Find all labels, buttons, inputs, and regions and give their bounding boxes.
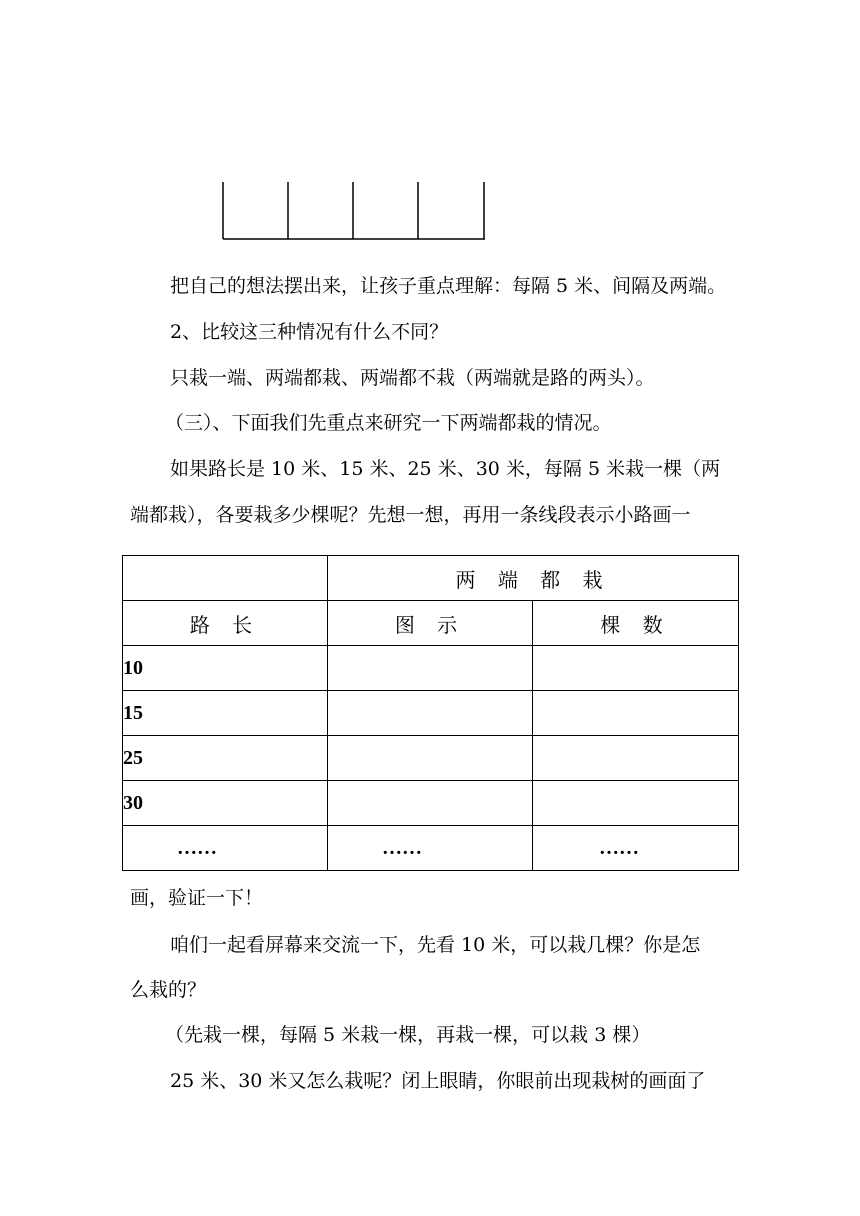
paragraph-2: 2、比较这三种情况有什么不同？ (170, 321, 449, 343)
table-row (123, 736, 739, 781)
paragraph-6: 端都栽），各要栽多少棵呢？先想一想，再用一条线段表示小路画一 (130, 504, 691, 526)
paragraph-9: 么栽的？ (130, 979, 207, 1001)
diagram-cell (328, 736, 533, 781)
ellipsis-cell: …… (328, 826, 533, 871)
diagram-cell (328, 781, 533, 826)
count-cell (533, 646, 739, 691)
ellipsis-cell: …… (533, 826, 739, 871)
count-cell (533, 691, 739, 736)
road-segment-diagram (222, 182, 486, 242)
count-cell (533, 781, 739, 826)
table-row (123, 826, 739, 871)
diagram-cell (328, 691, 533, 736)
diagram-cell (328, 646, 533, 691)
paragraph-7: 画，验证一下！ (130, 887, 264, 909)
paragraph-10: （先栽一棵，每隔 5 米栽一棵，再栽一棵，可以栽 3 棵） (165, 1024, 651, 1046)
length-cell: 10 (123, 646, 328, 691)
table-row (123, 691, 739, 736)
ellipsis-cell: …… (123, 826, 328, 871)
header-count: 棵 数 (533, 601, 739, 646)
length-cell: 15 (123, 691, 328, 736)
table-row (123, 781, 739, 826)
paragraph-3: 只栽一端、两端都栽、两端都不栽（两端就是路的两头）。 (170, 367, 655, 389)
paragraph-8: 咱们一起看屏幕来交流一下，先看 10 米，可以栽几棵？你是怎 (170, 934, 701, 956)
paragraph-1: 把自己的想法摆出来，让孩子重点理解：每隔 5 米、间隔及两端。 (170, 275, 727, 297)
table-corner-cell (123, 556, 328, 601)
paragraph-11: 25 米、30 米又怎么栽呢？闭上眼睛，你眼前出现栽树的画面了 (170, 1070, 706, 1092)
count-cell (533, 736, 739, 781)
group-header: 两 端 都 栽 (328, 556, 739, 601)
header-diagram: 图 示 (328, 601, 533, 646)
header-length: 路 长 (123, 601, 328, 646)
paragraph-4: （三）、下面我们先重点来研究一下两端都栽的情况。 (165, 412, 612, 434)
length-cell: 30 (123, 781, 328, 826)
table-row (123, 646, 739, 691)
table-row (123, 601, 739, 646)
planting-table (122, 555, 739, 871)
table-row (123, 556, 739, 601)
length-cell: 25 (123, 736, 328, 781)
paragraph-5: 如果路长是 10 米、15 米、25 米、30 米，每隔 5 米栽一棵（两 (170, 458, 721, 480)
